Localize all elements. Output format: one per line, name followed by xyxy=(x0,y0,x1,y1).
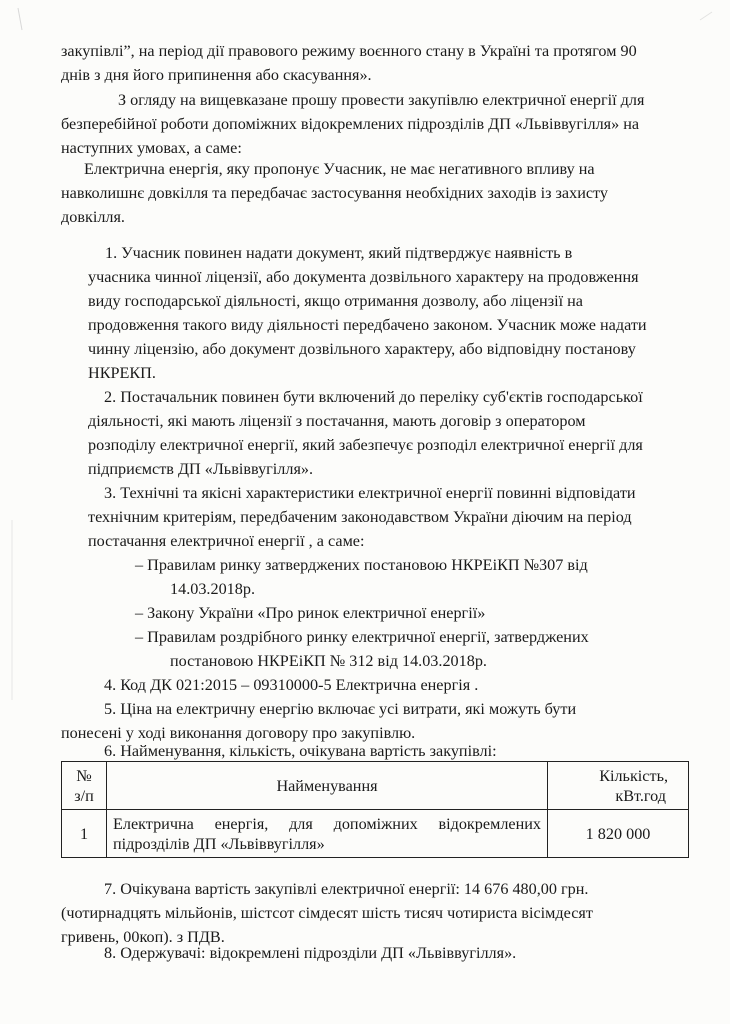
text-line: гривень, 00коп). з ПДВ. xyxy=(61,928,225,946)
header-quantity xyxy=(548,762,689,810)
header-text: з/п xyxy=(74,786,94,805)
list-item-5: 5. Ціна на електричну енергію включає усі витрати, які можуть бути xyxy=(104,700,577,718)
header-text: № xyxy=(76,766,92,785)
header-text: кВт.год xyxy=(615,786,666,805)
text-line: технічним критеріям, передбаченим законодавством України діючим на період xyxy=(88,508,632,526)
text-line: розподілу електричної енергії, який забезпечує розподіл електричної енергії для xyxy=(88,436,643,454)
text-line: НКРЕКП. xyxy=(88,364,156,382)
cell-text: Електрична енергія, для допоміжних відокремлених xyxy=(113,814,541,833)
list-item-4: 4. Код ДК 021:2015 – 09310000-5 Електрична енергія . xyxy=(104,676,479,694)
list-item-7: 7. Очікувана вартість закупівлі електричної енергії: 14 676 480,00 грн. xyxy=(104,880,589,898)
text-line: постановою НКРЕіКП № 312 від 14.03.2018р. xyxy=(170,652,487,670)
list-item-2: 2. Постачальник повинен бути включений до переліку суб'єктів господарської xyxy=(104,388,643,406)
cell-text: підрозділів ДП «Львіввугілля» xyxy=(113,834,325,853)
text-line: 14.03.2018р. xyxy=(170,580,255,598)
list-item-1: 1. Учасник повинен надати документ, який підтверджує наявність в xyxy=(105,244,573,262)
header-text: Кількість, xyxy=(599,766,668,785)
row-name xyxy=(107,810,548,858)
row-number: 1 xyxy=(62,810,107,858)
list-item-6: 6. Найменування, кількість, очікувана вартість закупівлі: xyxy=(104,742,497,760)
list-item-3: 3. Технічні та якісні характеристики електричної енергії повинні відповідати xyxy=(104,484,636,502)
bullet-item: – Правилам ринку затверджених постановою НКРЕіКП №307 від xyxy=(135,556,588,574)
text-line: безперебійної роботи допоміжних відокремлених підрозділів ДП «Львіввугілля» на xyxy=(61,115,640,133)
text-line: чинну ліцензію, або документ дозвільного характеру, або відповідну постанову xyxy=(88,340,636,358)
text-line: діяльності, які мають ліцензії з постачання, мають договір з оператором xyxy=(88,412,586,430)
text-line: наступних умовах, а саме: xyxy=(61,139,242,157)
text-line: учасника чинної ліцензії, або документа дозвільного характеру на продовження xyxy=(88,268,639,286)
text-line: постачання електричної енергії , а саме: xyxy=(88,532,365,550)
text-line: (чотирнадцять мільйонів, шістсот сімдесят шість тисяч чотириста вісімдесят xyxy=(61,904,593,922)
list-item-8: 8. Одержувачі: відокремлені підрозділи ДП «Львіввугілля». xyxy=(104,944,517,962)
table-header-row xyxy=(62,762,689,810)
text-line: довкілля. xyxy=(61,208,125,226)
text-line: навколишнє довкілля та передбачає застосування необхідних заходів із захисту xyxy=(61,184,608,202)
text-line: продовження такого виду діяльності передбачено законом. Учасник може надати xyxy=(88,316,647,334)
bullet-item: – Правилам роздрібного ринку електричної енергії, затверджених xyxy=(135,628,589,646)
header-name xyxy=(107,762,548,810)
text-line: виду господарської діяльності, якщо отримання дозволу, або ліцензії на xyxy=(88,292,583,310)
table-row xyxy=(62,810,689,858)
text-line: закупівлі”, на період дії правового режиму воєнного стану в Україні та протягом 90 xyxy=(61,42,637,60)
bullet-item: – Закону України «Про ринок електричної енергії» xyxy=(135,604,486,622)
header-text: Найменування xyxy=(276,776,378,795)
row-quantity: 1 820 000 xyxy=(548,810,689,858)
procurement-table xyxy=(61,761,689,858)
text-line: днів з дня його припинення або скасування». xyxy=(61,66,372,84)
header-number xyxy=(62,762,107,810)
text-line: Електрична енергія, яку пропонує Учасник, не має негативного впливу на xyxy=(84,160,595,178)
text-line: понесені у ході виконання договору про закупівлю. xyxy=(61,724,416,742)
text-line: підприємств ДП «Львіввугілля». xyxy=(88,460,314,478)
text-line: З огляду на вищевказане прошу провести закупівлю електричної енергії для xyxy=(118,91,645,109)
